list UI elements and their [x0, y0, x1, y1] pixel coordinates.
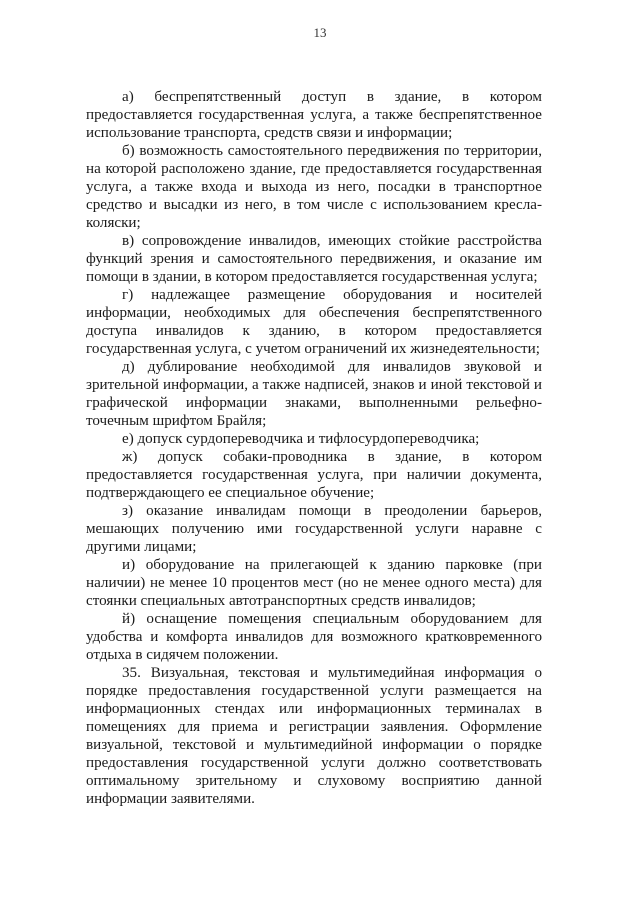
paragraph-y: й) оснащение помещения специальным оборудованием для удобства и комфорта инвалидов для возможного кратковременного отдыха в сидячем положении. [86, 611, 542, 663]
paragraph-d: д) дублирование необходимой для инвалидов звуковой и зрительной информации, а также надписей, знаков и иной текстовой и графической информации знаками, выполненными рельефно-точечным шрифтом Брайля; [86, 359, 542, 429]
paragraph-a: а) беспрепятственный доступ в здание, в котором предоставляется государственная услуга, а также беспрепятственное использование транспорта, средств связи и информации; [86, 89, 542, 141]
paragraph-i: и) оборудование на прилегающей к зданию парковке (при наличии) не менее 10 процентов мест (но не менее одного места) для стоянки специальных автотранспортных средств инвалидов; [86, 557, 542, 609]
paragraph-b: б) возможность самостоятельного передвижения по территории, на которой расположено здание, где предоставляется государственная услуга, а также входа и выхода из него, посадки в транспортное средство и высадки из него, в том числе с использованием кресла-коляски; [86, 143, 542, 231]
paragraph-e: е) допуск сурдопереводчика и тифлосурдопереводчика; [122, 431, 480, 447]
document-body [86, 88, 542, 808]
page-number: 13 [313, 25, 327, 40]
paragraph-v: в) сопровождение инвалидов, имеющих стойкие расстройства функций зрения и самостоятельного передвижения, и оказание им помощи в здании, в котором предоставляется государственная услуга; [86, 233, 542, 285]
paragraph-zh: ж) допуск собаки-проводника в здание, в котором предоставляется государственная услуга, при наличии документа, подтверждающего ее специальное обучение; [86, 449, 542, 501]
paragraph-z: з) оказание инвалидам помощи в преодолении барьеров, мешающих получению ими государственной услуги наравне с другими лицами; [86, 503, 542, 555]
paragraph-g: г) надлежащее размещение оборудования и носителей информации, необходимых для обеспечения беспрепятственного доступа инвалидов к зданию, в котором предоставляется государственная услуга, с учетом ограничений их жизнедеятельности; [86, 287, 542, 357]
paragraph-35: 35. Визуальная, текстовая и мультимедийная информация о порядке предоставления государственной услуги размещается на информационных стендах или информационных терминалах в помещениях для приема и регистрации заявления. Оформление визуальной, текстовой и мультимедийной информации о порядке предоставления государственной услуги должно соответствовать оптимальному зрительному и слуховому восприятию данной информации заявителями. [86, 665, 542, 807]
